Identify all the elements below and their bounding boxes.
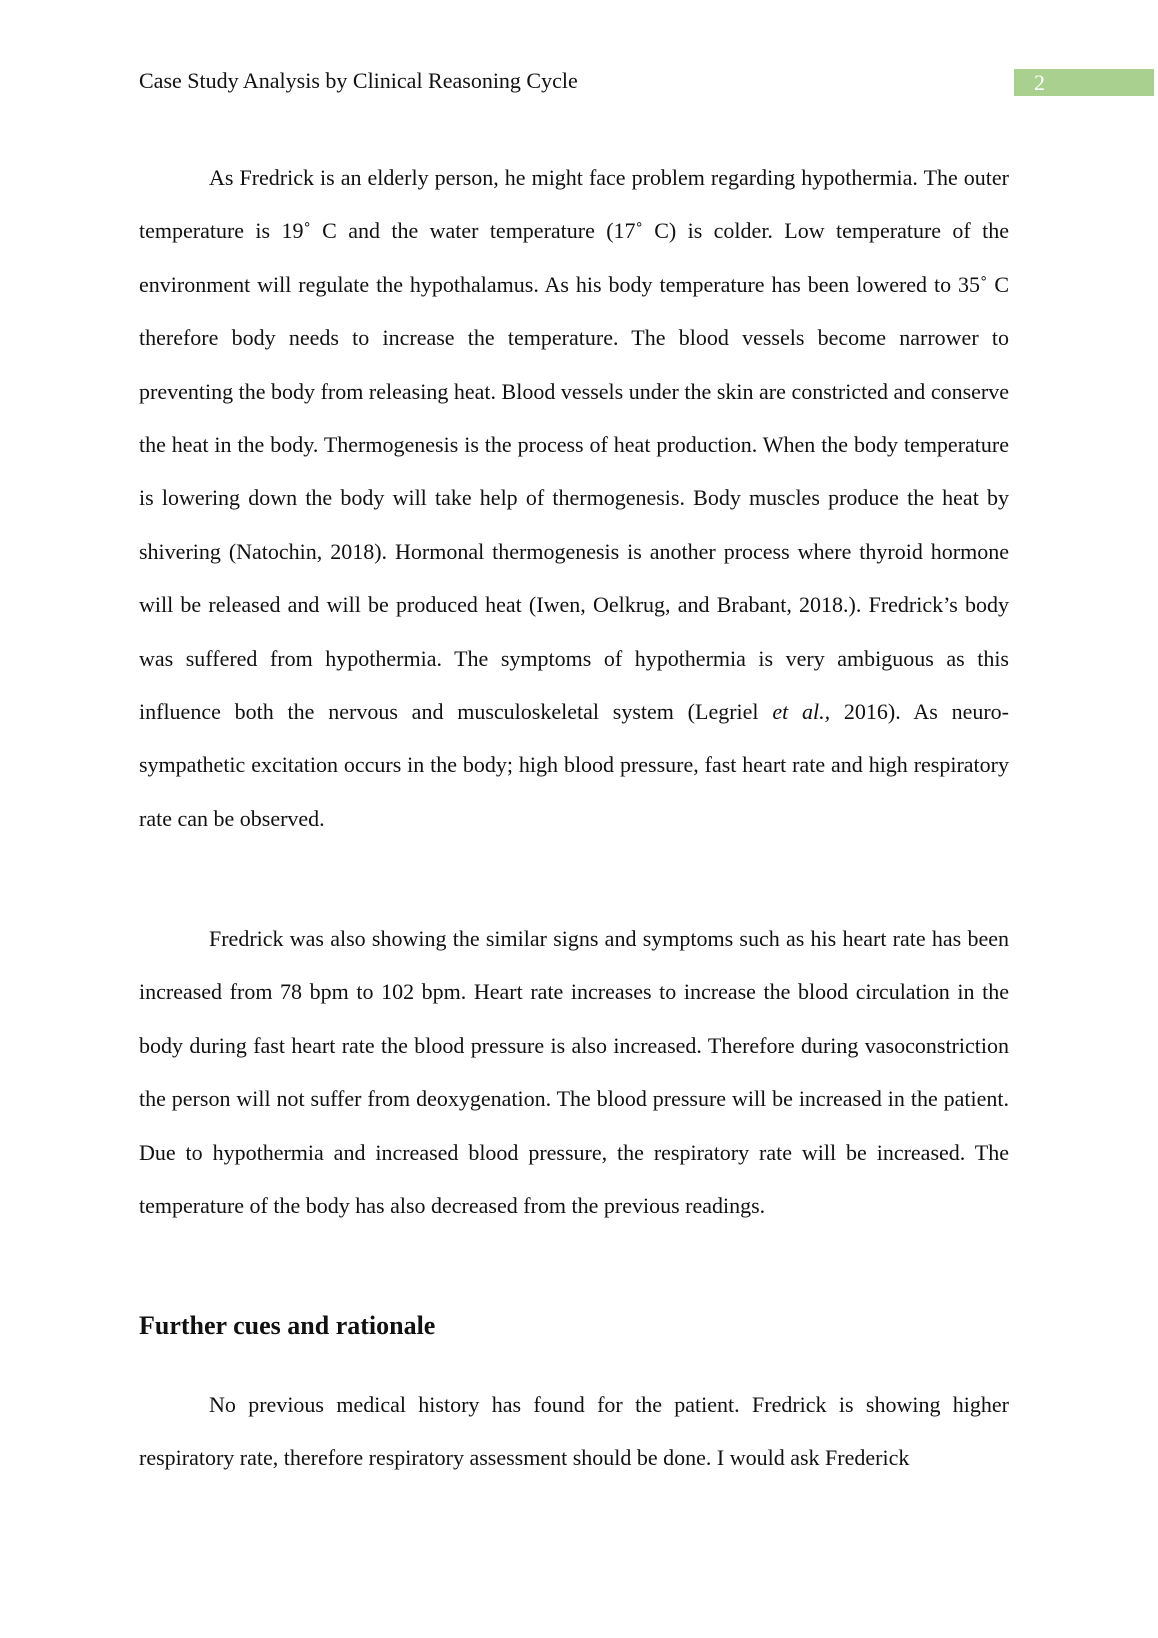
citation-et-al: et al., [772, 699, 831, 725]
paragraph-text: As Fredrick is an elderly person, he might face problem regarding hypothermia. The outer temperature is 19˚ C and the water temperature (17˚ C) is colder. Low temperature of the environment will regulate the hypothalamus. As his body temperature has been lowered to 35˚ C therefore body needs to increase the temperature. The blood vessels become narrower to preventing the body from releasing heat. Blood vessels under the skin are constricted and conserve the heat in the body. Thermogenesis is the process of heat production. When the body temperature is lowering down the body will take help of thermogenesis. Body muscles produce the heat by shivering (Natochin, 2018). Hormonal thermogenesis is another process where thyroid hormone will be released and will be produced heat (Iwen, Oelkrug, and Brabant, 2018.). Fredrick’s body was suffered from hypothermia. The symptoms of hypothermia is very ambiguous as this influence both the nervous and musculoskeletal system (Legriel [139, 165, 1009, 725]
body-paragraph-hypothermia [139, 151, 1009, 845]
page-number-badge [1014, 69, 1154, 96]
section-heading: Further cues and rationale [139, 1311, 436, 1340]
paragraph-text-continued: 2016). As neuro-sympathetic excitation occurs in the body; high blood pressure, fast heart rate and high respiratory rate can be observed. [139, 699, 1009, 831]
running-header-title: Case Study Analysis by Clinical Reasoning Cycle [139, 68, 578, 93]
body-paragraph-further-cues: No previous medical history has found for the patient. Fredrick is showing higher respiratory rate, therefore respiratory assessment should be done. I would ask Frederick [139, 1392, 1009, 1471]
body-paragraph-signs-symptoms: Fredrick was also showing the similar signs and symptoms such as his heart rate has been increased from 78 bpm to 102 bpm. Heart rate increases to increase the blood circulation in the body during fast heart rate the blood pressure is also increased. Therefore during vasoconstriction the person will not suffer from deoxygenation. The blood pressure will be increased in the patient. Due to hypothermia and increased blood pressure, the respiratory rate will be increased. The temperature of the body has also decreased from the previous readings. [139, 926, 1009, 1219]
page-number: 2 [1034, 70, 1045, 95]
